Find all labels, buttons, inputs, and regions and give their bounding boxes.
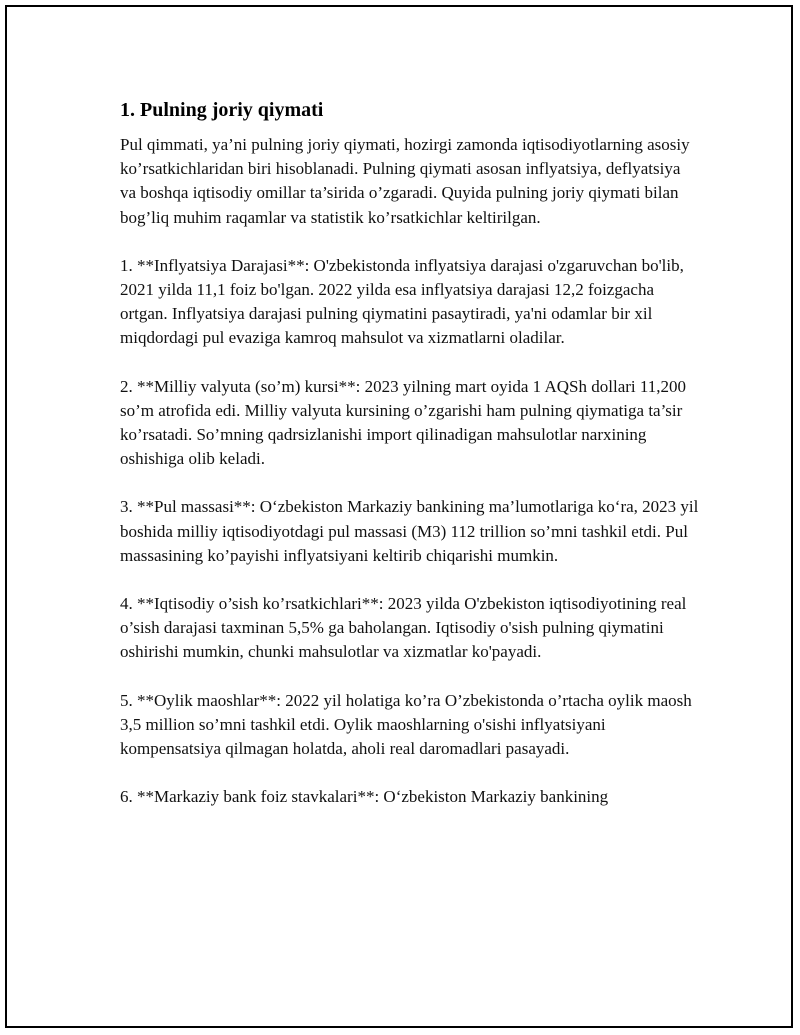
section-heading: 1. Pulning joriy qiymati: [120, 99, 324, 121]
intro-paragraph: Pul qimmati, ya’ni pulning joriy qiymati, hozirgi zamonda iqtisodiyotlarning asosiy ko’rsatkichlaridan biri hisoblanadi. Pulning qiymati asosan inflyatsiya, deflyatsiya va boshqa iqtisodiy omillar ta’sirida o’zgaradi. Quyida pulning joriy qiymati bilan bog’liq muhim raqamlar va statistik ko’rsatkichlar keltirilgan.: [120, 135, 690, 227]
list-item: 5. **Oylik maoshlar**: 2022 yil holatiga ko’ra O’zbekistonda o’rtacha oylik maosh 3,5 million so’mni tashkil etdi. Oylik maoshlarning o'sishi inflyatsiyani kompensatsiya qilmagan holatda, aholi real daromadlari pasayadi.: [120, 690, 692, 759]
list-item: 2. **Milliy valyuta (so’m) kursi**: 2023 yilning mart oyida 1 AQSh dollari 11,200 so’m atrofida edi. Milliy valyuta kursining o’zgarishi ham pulning qiymatiga ta’sir ko’rsatadi. So’mning qadrsizlanishi import qilinadigan mahsulotlar narxining oshishiga olib keladi.: [120, 376, 686, 469]
document-content: [120, 97, 700, 833]
list-item: 4. **Iqtisodiy o’sish ko’rsatkichlari**: 2023 yilda O'zbekiston iqtisodiyotining real o’sish darajasi taxminan 5,5% ga baholangan. Iqtisodiy o'sish pulning qiymatini oshirishi mumkin, chunki mahsulotlar va xizmatlar ko'payadi.: [120, 594, 687, 662]
list-item: 3. **Pul massasi**: O‘zbekiston Markaziy bankining ma’lumotlariga ko‘ra, 2023 yil boshida milliy iqtisodiyotdagi pul massasi (M3) 112 trillion so’mni tashkil etdi. Pul massasining ko’payishi inflyatsiyani keltirib chiqarishi mumkin.: [120, 497, 699, 565]
list-item: 1. **Inflyatsiya Darajasi**: O'zbekistonda inflyatsiya darajasi o'zgaruvchan bo'lib, 2021 yilda 11,1 foiz bo'lgan. 2022 yilda esa inflyatsiya darajasi 12,2 foizgacha ortgan. Inflyatsiya darajasi pulning qiymatini pasaytiradi, ya'ni odamlar bir xil miqdordagi pul evaziga kamroq mahsulot va xizmatlarni oladilar.: [120, 255, 684, 348]
list-item: 6. **Markaziy bank foiz stavkalari**: O‘zbekiston Markaziy bankining: [120, 787, 609, 807]
document-page: [5, 5, 793, 1028]
